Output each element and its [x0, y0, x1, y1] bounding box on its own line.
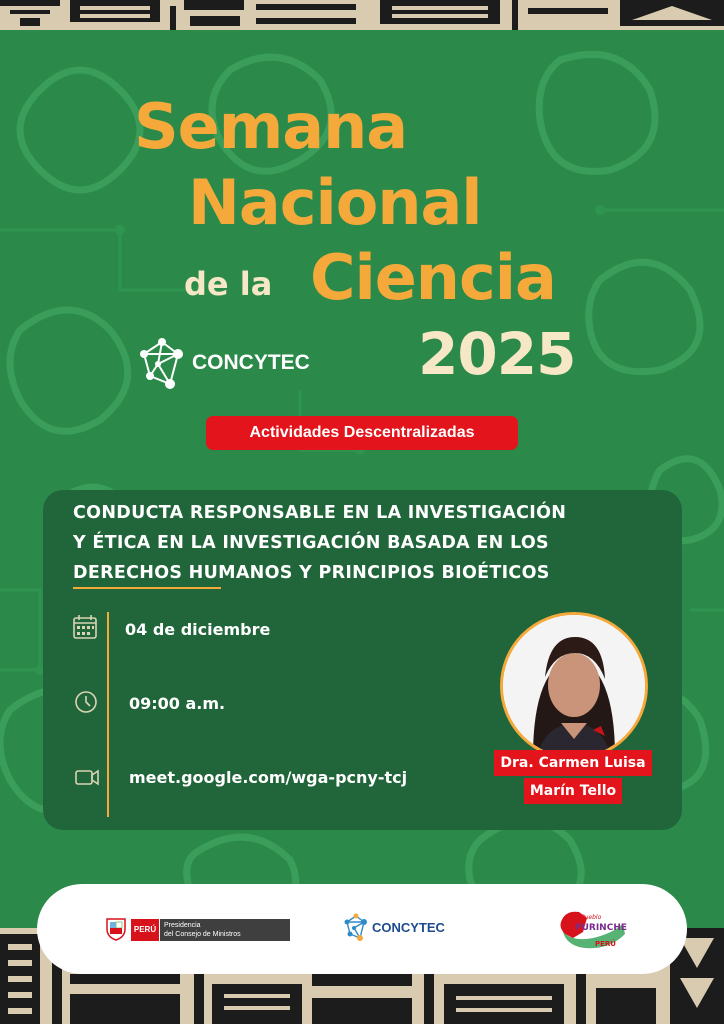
activity-badge: Actividades Descentralizadas	[206, 416, 518, 450]
event-title-line: CONDUCTA RESPONSABLE EN LA INVESTIGACIÓN	[73, 503, 567, 523]
speaker-photo	[500, 612, 648, 760]
title-underline	[73, 587, 221, 589]
title-nacional: Nacional	[188, 166, 482, 239]
concytec-footer-logo	[342, 912, 472, 944]
event-title-line: Y ÉTICA EN LA INVESTIGACIÓN BASADA EN LOS	[73, 533, 549, 553]
title-semana: Semana	[134, 90, 408, 163]
sponsor-footer	[37, 884, 687, 974]
event-title-line: DERECHOS HUMANOS Y PRINCIPIOS BIOÉTICOS	[73, 563, 550, 583]
title-year: 2025	[418, 320, 576, 388]
molecule-icon	[342, 912, 370, 944]
purinche-text: PERÚ	[595, 940, 616, 948]
clock-icon	[72, 688, 102, 718]
info-divider-line	[107, 612, 109, 817]
tribal-border-top	[0, 0, 724, 30]
title-de-la: de la	[184, 265, 273, 303]
purinche-text: Pueblo	[581, 914, 602, 921]
presidencia-line: Presidencia	[164, 922, 201, 929]
concytec-logo	[134, 334, 310, 394]
video-camera-icon	[73, 763, 103, 793]
event-title	[73, 498, 678, 588]
purinche-text: PURINCHE	[575, 923, 627, 933]
molecule-icon	[134, 334, 190, 394]
event-card	[43, 490, 682, 830]
peru-shield-icon	[105, 917, 127, 941]
meeting-link[interactable]: meet.google.com/wga-pcny-tcj	[129, 768, 408, 787]
calendar-icon	[71, 613, 101, 643]
presidencia-label	[160, 919, 290, 941]
peru-label: PERÚ	[131, 919, 159, 941]
speaker-name-line: Marín Tello	[524, 778, 622, 804]
title-ciencia: Ciencia	[310, 241, 556, 314]
event-time: 09:00 a.m.	[129, 694, 226, 713]
purinche-logo	[555, 908, 627, 952]
presidencia-line: del Consejo de Ministros	[164, 931, 241, 938]
speaker-name	[488, 750, 658, 806]
speaker-name-line: Dra. Carmen Luisa	[494, 750, 651, 776]
concytec-footer-text: CONCYTEC	[372, 920, 445, 935]
concytec-brand-text: CONCYTEC	[192, 351, 310, 374]
event-date: 04 de diciembre	[125, 620, 271, 639]
